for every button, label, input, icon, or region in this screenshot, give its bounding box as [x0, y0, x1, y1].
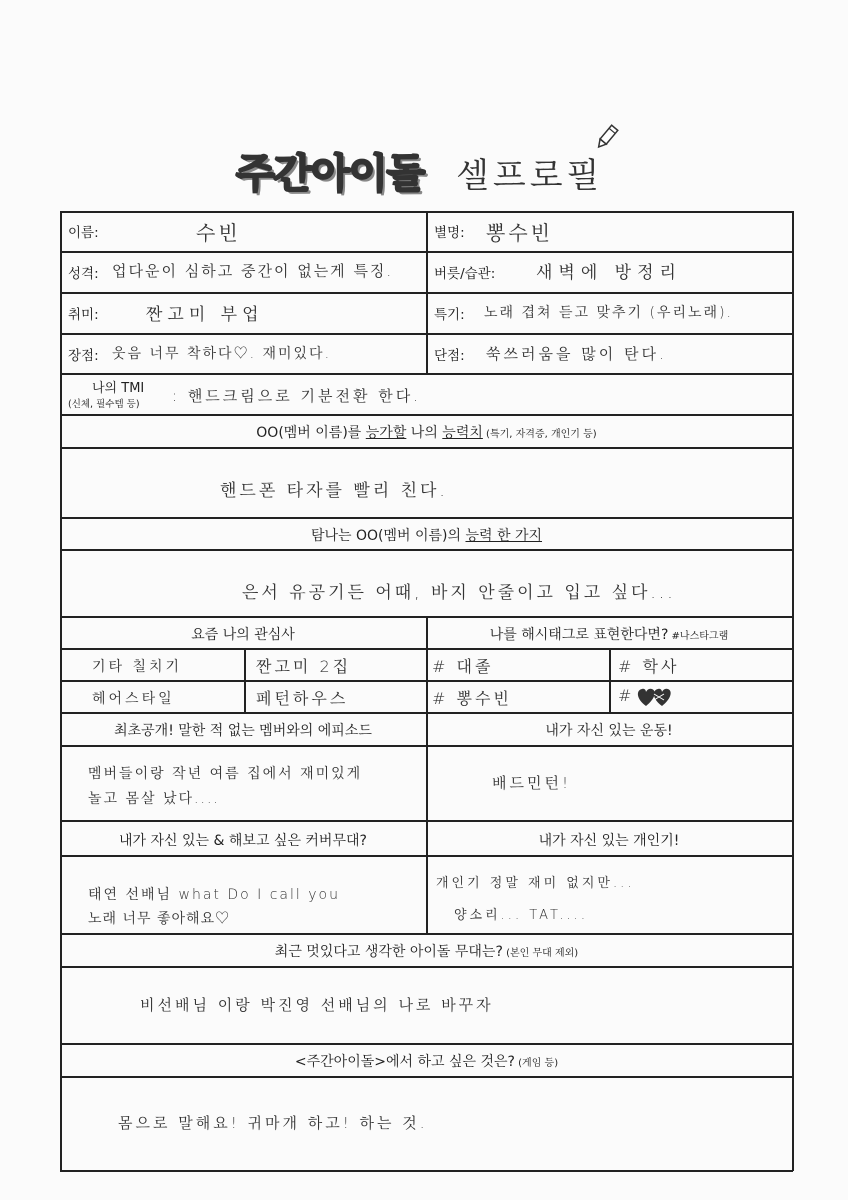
talent-label: 특기: — [434, 307, 465, 323]
interest-item: 기타 칠치기 — [92, 659, 183, 675]
episode-header: 최초공개! 말한 적 없는 멤버와의 에피소드 — [114, 723, 372, 739]
nickname-value: 뽕수빈 — [486, 221, 553, 245]
habit-label: 버릇/습관: — [434, 266, 496, 282]
tmi-label: 나의 TMI — [92, 381, 145, 396]
gag-answer-line1: 개인기 정말 재미 없지만... — [436, 876, 635, 891]
hobby-label: 취미: — [68, 307, 99, 323]
q1-answer: 핸드폰 타자를 빨리 친다. — [220, 481, 448, 501]
sport-answer: 배드민턴! — [492, 774, 571, 792]
q1-header: OO(멤버 이름)를 능가할 나의 능력치 (특기, 자격증, 개인기 등) — [256, 425, 597, 441]
nickname-label: 별명: — [434, 225, 465, 241]
hashtag-item: # 뽕수빈 — [432, 689, 512, 708]
weakness-value: 쑥쓰러움을 많이 탄다. — [486, 345, 667, 363]
episode-answer-line2: 놀고 몸살 났다.... — [88, 791, 220, 807]
interest-item: 헤어스타일 — [92, 691, 175, 707]
stage-answer: 비선배님 이랑 박진영 선배님의 나로 바꾸자 — [140, 996, 494, 1014]
cover-header: 내가 자신 있는 & 해보고 싶은 커버무대? — [119, 833, 367, 849]
cover-answer-line1: 태연 선배님 what Do I call you — [88, 887, 340, 903]
todo-header: <주간아이돌>에서 하고 싶은 것은? (게임 등) — [294, 1054, 559, 1070]
personality-value: 업다운이 심하고 중간이 없는게 특징. — [112, 262, 394, 280]
name-value: 수빈 — [196, 221, 241, 245]
logo-title: 주간아이돌 — [236, 151, 425, 197]
stage-header: 최근 멋있다고 생각한 아이돌 무대는? (본인 무대 제외) — [274, 944, 579, 960]
q2-answer: 은서 유공기든 어때, 바지 안줄이고 입고 싶다... — [242, 583, 676, 603]
weakness-label: 단점: — [434, 348, 465, 364]
interest-item: 페턴하우스 — [256, 689, 349, 708]
hashtag-item: # — [618, 686, 635, 705]
todo-answer: 몸으로 말해요! 귀마개 하고! 하는 것. — [118, 1114, 428, 1132]
interest-item: 짠고미 2집 — [256, 657, 352, 676]
tmi-sublabel: (신체, 필수템 등) — [68, 399, 140, 410]
habit-value: 새벽에 방정리 — [536, 263, 682, 283]
interests-header: 요즘 나의 관심사 — [191, 627, 295, 643]
hashtag-item: # 학사 — [618, 657, 680, 676]
cover-answer-line2: 노래 너무 좋아해요♡ — [88, 911, 231, 927]
heart-doodle-icon — [634, 686, 686, 708]
hobby-value: 짠고미 부업 — [146, 305, 264, 325]
hashtag-item: # 대졸 — [432, 657, 494, 676]
talent-value: 노래 겹쳐 듣고 맞추기 (우리노래). — [484, 305, 733, 321]
strength-label: 장점: — [68, 348, 99, 364]
strength-value: 웃음 너무 착하다♡. 재미있다. — [112, 346, 332, 362]
personality-label: 성격: — [68, 266, 99, 282]
hashtags-header: 나를 해시태그로 표현한다면? #나스타그램 — [489, 627, 729, 643]
episode-answer-line1: 멤버들이랑 작년 여름 집에서 재미있게 — [88, 766, 363, 782]
gag-header: 내가 자신 있는 개인기! — [538, 833, 680, 849]
q2-header: 탐나는 OO(멤버 이름)의 능력 한 가지 — [310, 528, 543, 544]
sport-header: 내가 자신 있는 운동! — [545, 723, 673, 739]
profile-subtitle: 셀프로필 — [456, 156, 604, 196]
name-label: 이름: — [68, 225, 99, 241]
pencil-icon — [592, 122, 622, 152]
tmi-value: : 핸드크림으로 기분전환 한다. — [172, 387, 422, 405]
gag-answer-line2: 양소리... TAT.... — [454, 908, 588, 923]
